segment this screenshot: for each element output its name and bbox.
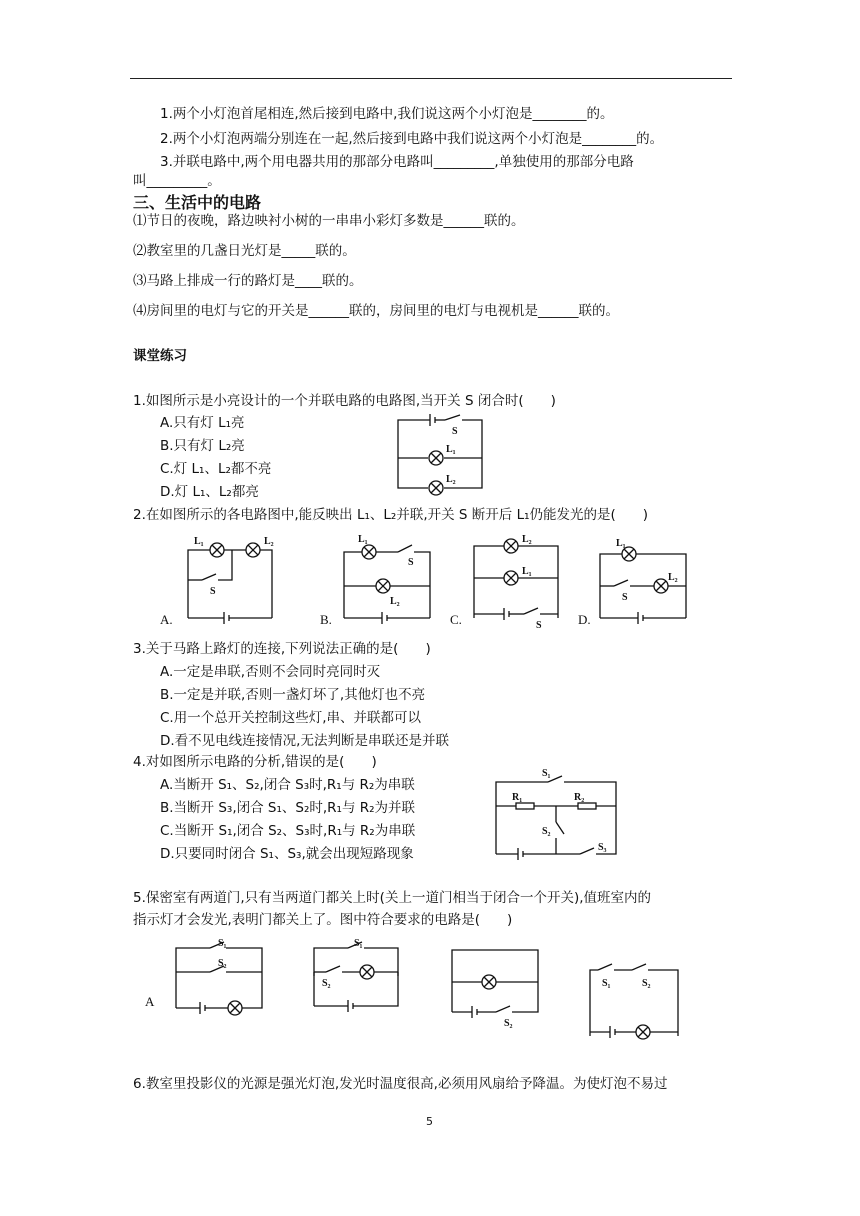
q4-circuit-diagram — [492, 764, 622, 860]
q5-circuit-d — [586, 956, 686, 1036]
q5-stem-line1: 5.保密室有两道门,只有当两道门都关上时(关上一道门相当于闭合一个开关),值班室内的 — [133, 890, 651, 906]
svg-text:S₁: S₁ — [602, 978, 611, 989]
q2-stem: 2.在如图所示的各电路图中,能反映出 L₁、L₂并联,开关 S 断开后 L₁仍能发光的是( ) — [133, 507, 649, 523]
header-rule — [130, 78, 732, 79]
life-item-2: ⑵教室里的几盏日光灯是_____联的。 — [133, 243, 356, 259]
q2-label-d: D. — [578, 612, 591, 627]
svg-text:S₂: S₂ — [504, 1018, 513, 1029]
svg-text:S₂: S₂ — [542, 826, 551, 837]
svg-text:S₁: S₁ — [542, 768, 551, 779]
svg-text:S₂: S₂ — [642, 978, 651, 989]
fill-q2: 2.两个小灯泡两端分别连在一起,然后接到电路中我们说这两个小灯泡是________的。 — [160, 131, 664, 147]
svg-text:S₁: S₁ — [218, 938, 227, 949]
svg-text:L₂: L₂ — [668, 572, 678, 583]
life-item-3: ⑶马路上排成一行的路灯是____联的。 — [133, 273, 363, 289]
svg-text:L₁: L₁ — [358, 534, 368, 545]
q3-option-a: A.一定是串联,否则不会同时亮同时灭 — [160, 664, 381, 680]
svg-text:S: S — [210, 586, 216, 597]
svg-text:L₁: L₁ — [522, 566, 532, 577]
q5-circuit-c — [446, 936, 546, 1028]
q6-stem: 6.教室里投影仪的光源是强光灯泡,发光时温度很高,必须用风扇给予降温。为使灯泡不易过 — [133, 1076, 668, 1092]
q1-option-c: C.灯 L₁、L₂都不亮 — [160, 461, 272, 477]
fill-q3-line2: 叫_________。 — [133, 173, 221, 189]
q4-option-b: B.当断开 S₃,闭合 S₁、S₂时,R₁与 R₂为并联 — [160, 800, 416, 816]
fill-q1: 1.两个小灯泡首尾相连,然后接到电路中,我们说这两个小灯泡是________的。 — [160, 106, 614, 122]
svg-text:S₂: S₂ — [322, 978, 331, 989]
q1-stem: 1.如图所示是小亮设计的一个并联电路的电路图,当开关 S 闭合时( ) — [133, 393, 556, 409]
svg-text:S: S — [536, 620, 542, 631]
page-number: 5 — [426, 1115, 433, 1128]
svg-text:S₁: S₁ — [354, 938, 363, 949]
q2-circuit-b — [338, 532, 438, 628]
q3-stem: 3.关于马路上路灯的连接,下列说法正确的是( ) — [133, 641, 431, 657]
q5-circuit-a — [170, 936, 270, 1018]
q5-circuit-b — [308, 936, 408, 1018]
svg-text:L₁: L₁ — [616, 538, 626, 549]
q3-option-b: B.一定是并联,否则一盏灯坏了,其他灯也不亮 — [160, 687, 426, 703]
svg-text:S: S — [622, 592, 628, 603]
svg-text:S₂: S₂ — [218, 958, 227, 969]
q4-stem: 4.对如图所示电路的分析,错误的是( ) — [133, 754, 377, 770]
q2-circuit-a — [180, 532, 280, 628]
q1-option-d: D.灯 L₁、L₂都亮 — [160, 484, 259, 500]
q2-label-c: C. — [450, 612, 462, 627]
fill-q3-line1: 3.并联电路中,两个用电器共用的那部分电路叫_________,单独使用的那部分电路 — [160, 154, 634, 170]
q1-circuit-diagram — [390, 412, 490, 498]
q4-option-a: A.当断开 S₁、S₂,闭合 S₃时,R₁与 R₂为串联 — [160, 777, 415, 793]
q1-label-l2: L₂ — [446, 474, 456, 485]
q4-option-c: C.当断开 S₁,闭合 S₂、S₃时,R₁与 R₂为串联 — [160, 823, 416, 839]
q2-label-b: B. — [320, 612, 332, 627]
q2-label-a: A. — [160, 612, 173, 627]
q5-label-a: A — [145, 994, 155, 1009]
q3-option-d: D.看不见电线连接情况,无法判断是串联还是并联 — [160, 733, 449, 749]
q3-option-c: C.用一个总开关控制这些灯,串、并联都可以 — [160, 710, 422, 726]
q2-circuit-d — [594, 532, 694, 628]
q1-option-a: A.只有灯 L₁亮 — [160, 415, 245, 431]
q5-stem-line2: 指示灯才会发光,表明门都关上了。图中符合要求的电路是( ) — [133, 912, 513, 928]
life-item-1: ⑴节日的夜晚，路边映衬小树的一串串小彩灯多数是______联的。 — [133, 213, 525, 229]
q1-label-s: S — [452, 426, 458, 437]
svg-text:L₂: L₂ — [522, 534, 532, 545]
q1-option-b: B.只有灯 L₂亮 — [160, 438, 245, 454]
section-heading: 三、生活中的电路 — [133, 193, 262, 212]
q1-label-l1: L₁ — [446, 444, 456, 455]
svg-text:S: S — [408, 557, 414, 568]
svg-text:L₂: L₂ — [264, 536, 274, 547]
q4-option-d: D.只要同时闭合 S₁、S₃,就会出现短路现象 — [160, 846, 414, 862]
q2-circuit-c — [468, 532, 568, 631]
svg-text:S₃: S₃ — [598, 842, 607, 853]
practice-title: 课堂练习 — [133, 348, 187, 364]
svg-text:L₂: L₂ — [390, 596, 400, 607]
life-item-4: ⑷房间里的电灯与它的开关是______联的，房间里的电灯与电视机是______联的。 — [133, 303, 619, 319]
svg-text:R₁: R₁ — [512, 792, 523, 803]
svg-text:R₂: R₂ — [574, 792, 585, 803]
svg-text:L₁: L₁ — [194, 536, 204, 547]
